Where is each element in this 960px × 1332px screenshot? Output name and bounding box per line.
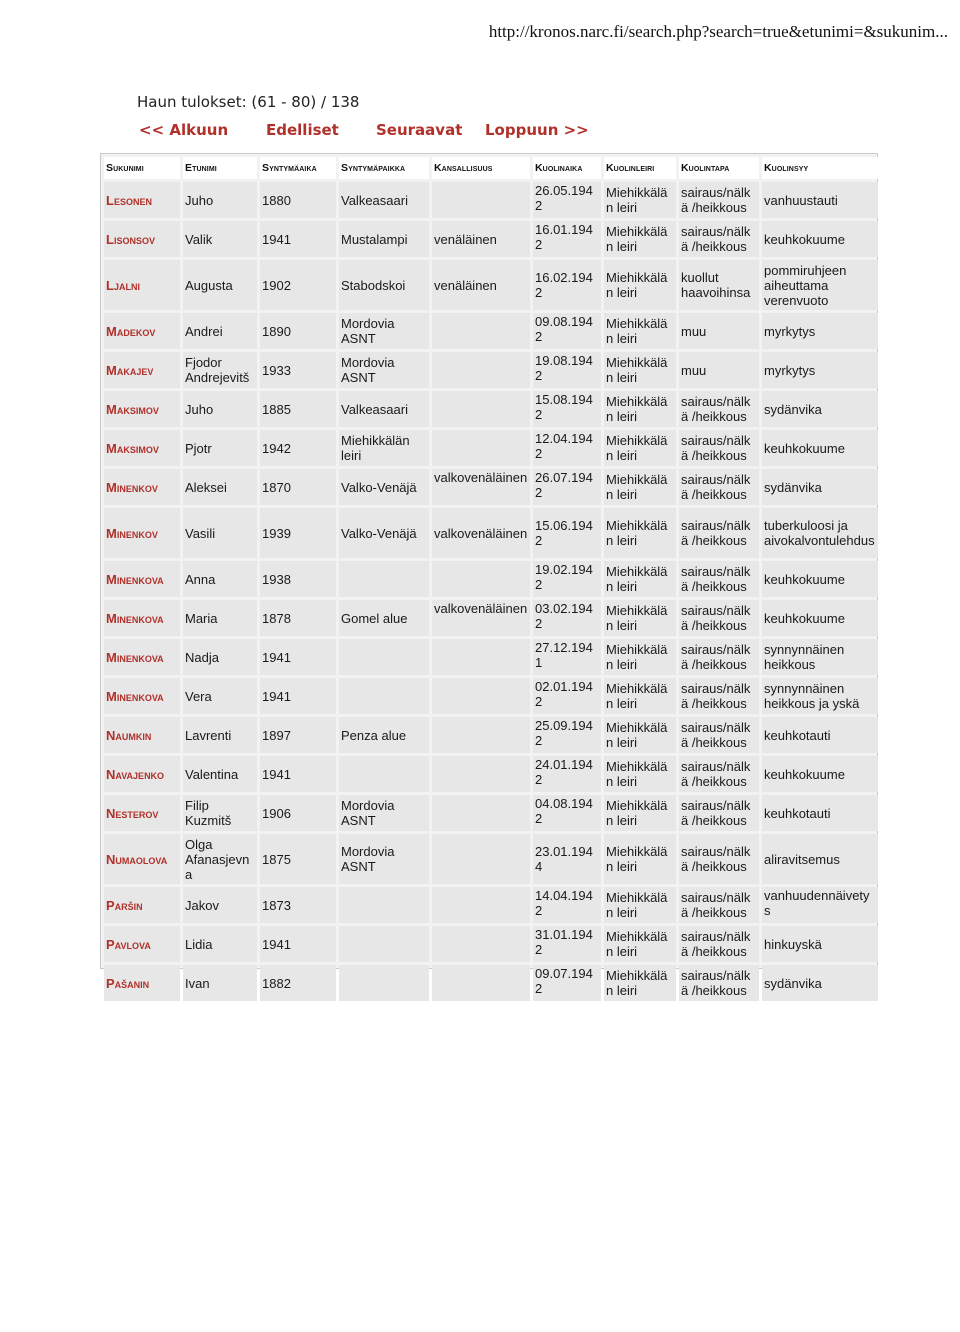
surname-link[interactable]: Pavlova (104, 926, 180, 962)
birth-year-cell: 1878 (260, 600, 336, 636)
death-camp-cell: Miehikkälän leiri (604, 391, 676, 427)
death-camp-cell: Miehikkälän leiri (604, 887, 676, 923)
table-row (104, 965, 878, 1001)
birthplace-cell: Valkeasaari (339, 182, 429, 218)
death-cause-cell: sydänvika (762, 391, 878, 427)
death-manner-cell: sairaus/nälkä /heikkous (679, 887, 759, 923)
first-page-link[interactable]: << Alkuun (139, 121, 229, 139)
death-cause-cell: myrkytys (762, 352, 878, 388)
next-page-link[interactable]: Seuraavat (376, 121, 463, 139)
table-row (104, 391, 878, 427)
nationality-cell (432, 561, 530, 597)
table-row (104, 260, 878, 310)
table-body (104, 182, 878, 1001)
death-date-cell: 09.07.1942 (533, 965, 601, 1001)
death-date-cell: 27.12.1941 (533, 639, 601, 675)
birthplace-cell (339, 887, 429, 923)
surname-link[interactable]: Navajenko (104, 756, 180, 792)
nationality-cell: venäläinen (432, 260, 530, 310)
birth-year-cell: 1941 (260, 926, 336, 962)
column-header-kuolinaika[interactable]: Kuolinaika (533, 157, 601, 179)
column-header-etunimi[interactable]: Etunimi (183, 157, 257, 179)
surname-link[interactable]: Ljalni (104, 260, 180, 310)
nationality-cell (432, 391, 530, 427)
birth-year-cell: 1941 (260, 756, 336, 792)
death-date-cell: 09.08.1942 (533, 313, 601, 349)
birth-year-cell: 1882 (260, 965, 336, 1001)
nationality-cell (432, 926, 530, 962)
first-name-cell: Augusta (183, 260, 257, 310)
death-camp-cell: Miehikkälän leiri (604, 965, 676, 1001)
birth-year-cell: 1873 (260, 887, 336, 923)
death-manner-cell: sairaus/nälkä /heikkous (679, 717, 759, 753)
birth-year-cell: 1875 (260, 834, 336, 884)
table-row (104, 182, 878, 218)
first-name-cell: Lavrenti (183, 717, 257, 753)
nationality-cell (432, 182, 530, 218)
death-cause-cell: keuhkotauti (762, 795, 878, 831)
birthplace-cell: Mordovia ASNT (339, 795, 429, 831)
death-cause-cell: sydänvika (762, 469, 878, 505)
birthplace-cell: Valko-Venäjä (339, 508, 429, 558)
death-cause-cell: keuhkokuume (762, 221, 878, 257)
table-row (104, 887, 878, 923)
death-cause-cell: keuhkokuume (762, 600, 878, 636)
nationality-cell (432, 756, 530, 792)
birthplace-cell (339, 926, 429, 962)
death-camp-cell: Miehikkälän leiri (604, 926, 676, 962)
table-row (104, 469, 878, 505)
death-cause-cell: myrkytys (762, 313, 878, 349)
death-date-cell: 26.05.1942 (533, 182, 601, 218)
table-row (104, 600, 878, 636)
first-name-cell: Valentina (183, 756, 257, 792)
death-cause-cell: aliravitsemus (762, 834, 878, 884)
death-cause-cell: hinkuyskä (762, 926, 878, 962)
death-manner-cell: sairaus/nälkä /heikkous (679, 469, 759, 505)
table-row (104, 639, 878, 675)
table-row (104, 430, 878, 466)
column-header-kuolinleiri[interactable]: Kuolinleiri (604, 157, 676, 179)
death-date-cell: 04.08.1942 (533, 795, 601, 831)
death-manner-cell: sairaus/nälkä /heikkous (679, 639, 759, 675)
first-name-cell: Fjodor Andrejevitš (183, 352, 257, 388)
death-camp-cell: Miehikkälän leiri (604, 795, 676, 831)
column-header-syntymapaikka[interactable]: Syntymäpaikka (339, 157, 429, 179)
death-camp-cell: Miehikkälän leiri (604, 678, 676, 714)
death-date-cell: 15.08.1942 (533, 391, 601, 427)
column-header-kuolintapa[interactable]: Kuolintapa (679, 157, 759, 179)
first-name-cell: Juho (183, 391, 257, 427)
death-manner-cell: sairaus/nälkä /heikkous (679, 678, 759, 714)
column-header-sukunimi[interactable]: Sukunimi (104, 157, 180, 179)
birth-year-cell: 1897 (260, 717, 336, 753)
death-camp-cell: Miehikkälän leiri (604, 260, 676, 310)
surname-link[interactable]: Minenkov (104, 508, 180, 558)
birth-year-cell: 1906 (260, 795, 336, 831)
nationality-cell: valkovenäläinen (432, 508, 530, 558)
death-camp-cell: Miehikkälän leiri (604, 508, 676, 558)
surname-link[interactable]: Nesterov (104, 795, 180, 831)
birth-year-cell: 1939 (260, 508, 336, 558)
birthplace-cell (339, 965, 429, 1001)
surname-link[interactable]: Numaolova (104, 834, 180, 884)
results-table-container (100, 153, 878, 998)
first-name-cell: Juho (183, 182, 257, 218)
birthplace-cell (339, 561, 429, 597)
surname-link[interactable]: Makajev (104, 352, 180, 388)
table-row (104, 795, 878, 831)
death-date-cell: 14.04.1942 (533, 887, 601, 923)
death-camp-cell: Miehikkälän leiri (604, 756, 676, 792)
table-row (104, 678, 878, 714)
table-row (104, 313, 878, 349)
birthplace-cell (339, 678, 429, 714)
death-manner-cell: sairaus/nälkä /heikkous (679, 926, 759, 962)
results-table (101, 154, 881, 1004)
birthplace-cell: Mordovia ASNT (339, 352, 429, 388)
death-camp-cell: Miehikkälän leiri (604, 182, 676, 218)
surname-link[interactable]: Maksimov (104, 391, 180, 427)
death-camp-cell: Miehikkälän leiri (604, 717, 676, 753)
death-date-cell: 02.01.1942 (533, 678, 601, 714)
table-row (104, 756, 878, 792)
first-name-cell: Filip Kuzmitš (183, 795, 257, 831)
death-manner-cell: sairaus/nälkä /heikkous (679, 965, 759, 1001)
nationality-cell: valkovenäläinen (432, 469, 530, 505)
first-name-cell: Vasili (183, 508, 257, 558)
nationality-cell (432, 430, 530, 466)
death-manner-cell: sairaus/nälkä /heikkous (679, 430, 759, 466)
death-manner-cell: sairaus/nälkä /heikkous (679, 182, 759, 218)
death-date-cell: 16.02.1942 (533, 260, 601, 310)
death-camp-cell: Miehikkälän leiri (604, 430, 676, 466)
surname-link[interactable]: Lisonsov (104, 221, 180, 257)
first-name-cell: Nadja (183, 639, 257, 675)
nationality-cell (432, 352, 530, 388)
first-name-cell: Pjotr (183, 430, 257, 466)
birth-year-cell: 1941 (260, 678, 336, 714)
death-cause-cell: vanhuustauti (762, 182, 878, 218)
death-cause-cell: keuhkokuume (762, 756, 878, 792)
birthplace-cell (339, 756, 429, 792)
birthplace-cell: Mordovia ASNT (339, 313, 429, 349)
nationality-cell (432, 834, 530, 884)
death-cause-cell: keuhkokuume (762, 430, 878, 466)
death-manner-cell: sairaus/nälkä /heikkous (679, 508, 759, 558)
death-manner-cell: sairaus/nälkä /heikkous (679, 834, 759, 884)
death-manner-cell: muu (679, 313, 759, 349)
first-name-cell: Maria (183, 600, 257, 636)
death-date-cell: 26.07.1942 (533, 469, 601, 505)
surname-link[interactable]: Minenkova (104, 678, 180, 714)
death-camp-cell: Miehikkälän leiri (604, 600, 676, 636)
birthplace-cell: Mordovia ASNT (339, 834, 429, 884)
death-camp-cell: Miehikkälän leiri (604, 313, 676, 349)
birth-year-cell: 1933 (260, 352, 336, 388)
birthplace-cell: Valko-Venäjä (339, 469, 429, 505)
birth-year-cell: 1938 (260, 561, 336, 597)
death-camp-cell: Miehikkälän leiri (604, 834, 676, 884)
death-date-cell: 31.01.1942 (533, 926, 601, 962)
death-cause-cell: vanhuudennäivetys (762, 887, 878, 923)
surname-link[interactable]: Maksimov (104, 430, 180, 466)
first-name-cell: Aleksei (183, 469, 257, 505)
surname-link[interactable]: Naumkin (104, 717, 180, 753)
nationality-cell (432, 678, 530, 714)
surname-link[interactable]: Pašanin (104, 965, 180, 1001)
death-manner-cell: sairaus/nälkä /heikkous (679, 795, 759, 831)
column-header-kansallisuus[interactable]: Kansallisuus (432, 157, 530, 179)
birthplace-cell (339, 639, 429, 675)
death-cause-cell: sydänvika (762, 965, 878, 1001)
death-date-cell: 19.02.1942 (533, 561, 601, 597)
birthplace-cell: Mustalampi (339, 221, 429, 257)
death-manner-cell: muu (679, 352, 759, 388)
birthplace-cell: Gomel alue (339, 600, 429, 636)
death-manner-cell: sairaus/nälkä /heikkous (679, 391, 759, 427)
surname-link[interactable]: Minenkova (104, 561, 180, 597)
birth-year-cell: 1870 (260, 469, 336, 505)
birth-year-cell: 1902 (260, 260, 336, 310)
death-camp-cell: Miehikkälän leiri (604, 639, 676, 675)
previous-page-link[interactable]: Edelliset (266, 121, 339, 139)
column-header-kuolinsyy[interactable]: Kuolinsyy (762, 157, 878, 179)
table-row (104, 561, 878, 597)
death-cause-cell: keuhkotauti (762, 717, 878, 753)
death-date-cell: 12.04.1942 (533, 430, 601, 466)
death-cause-cell: keuhkokuume (762, 561, 878, 597)
birth-year-cell: 1890 (260, 313, 336, 349)
nationality-cell (432, 639, 530, 675)
table-row (104, 352, 878, 388)
birthplace-cell: Penza alue (339, 717, 429, 753)
death-cause-cell: tuberkuloosi ja aivokalvontulehdus (762, 508, 878, 558)
death-camp-cell: Miehikkälän leiri (604, 352, 676, 388)
death-cause-cell: synnynnäinen heikkous (762, 639, 878, 675)
nationality-cell: venäläinen (432, 221, 530, 257)
table-row (104, 221, 878, 257)
first-name-cell: Andrei (183, 313, 257, 349)
birth-year-cell: 1880 (260, 182, 336, 218)
first-name-cell: Lidia (183, 926, 257, 962)
table-row (104, 717, 878, 753)
birth-year-cell: 1885 (260, 391, 336, 427)
table-row (104, 508, 878, 558)
death-camp-cell: Miehikkälän leiri (604, 469, 676, 505)
results-heading: Haun tulokset: (61 - 80) / 138 (137, 93, 360, 111)
death-camp-cell: Miehikkälän leiri (604, 561, 676, 597)
death-date-cell: 23.01.1944 (533, 834, 601, 884)
death-date-cell: 16.01.1942 (533, 221, 601, 257)
death-manner-cell: sairaus/nälkä /heikkous (679, 221, 759, 257)
nationality-cell (432, 717, 530, 753)
surname-link[interactable]: Minenkov (104, 469, 180, 505)
column-header-syntymaaika[interactable]: Syntymäaika (260, 157, 336, 179)
first-name-cell: Ivan (183, 965, 257, 1001)
surname-link[interactable]: Minenkova (104, 600, 180, 636)
table-header-row (104, 157, 878, 179)
first-name-cell: Vera (183, 678, 257, 714)
death-date-cell: 25.09.1942 (533, 717, 601, 753)
nationality-cell (432, 313, 530, 349)
death-date-cell: 24.01.1942 (533, 756, 601, 792)
birth-year-cell: 1942 (260, 430, 336, 466)
last-page-link[interactable]: Loppuun >> (485, 121, 589, 139)
surname-link[interactable]: Madekov (104, 313, 180, 349)
first-name-cell: Valik (183, 221, 257, 257)
surname-link[interactable]: Minenkova (104, 639, 180, 675)
birthplace-cell: Valkeasaari (339, 391, 429, 427)
first-name-cell: Anna (183, 561, 257, 597)
nationality-cell (432, 887, 530, 923)
birthplace-cell: Miehikkälän leiri (339, 430, 429, 466)
death-date-cell: 19.08.1942 (533, 352, 601, 388)
birthplace-cell: Stabodskoi (339, 260, 429, 310)
death-manner-cell: sairaus/nälkä /heikkous (679, 561, 759, 597)
birth-year-cell: 1941 (260, 221, 336, 257)
surname-link[interactable]: Lesonen (104, 182, 180, 218)
first-name-cell: Olga Afanasjevna (183, 834, 257, 884)
death-date-cell: 03.02.1942 (533, 600, 601, 636)
table-row (104, 926, 878, 962)
url-text: http://kronos.narc.fi/search.php?search=true&etunimi=&sukunim... (488, 22, 948, 41)
birth-year-cell: 1941 (260, 639, 336, 675)
death-date-cell: 15.06.1942 (533, 508, 601, 558)
first-name-cell: Jakov (183, 887, 257, 923)
death-cause-cell: synnynnäinen heikkous ja yskä (762, 678, 878, 714)
nationality-cell: valkovenäläinen (432, 600, 530, 636)
surname-link[interactable]: Paršin (104, 887, 180, 923)
death-manner-cell: sairaus/nälkä /heikkous (679, 756, 759, 792)
death-manner-cell: sairaus/nälkä /heikkous (679, 600, 759, 636)
death-camp-cell: Miehikkälän leiri (604, 221, 676, 257)
death-manner-cell: kuollut haavoihinsa (679, 260, 759, 310)
nationality-cell (432, 795, 530, 831)
death-cause-cell: pommiruhjeen aiheuttama verenvuoto (762, 260, 878, 310)
nationality-cell (432, 965, 530, 1001)
table-row (104, 834, 878, 884)
